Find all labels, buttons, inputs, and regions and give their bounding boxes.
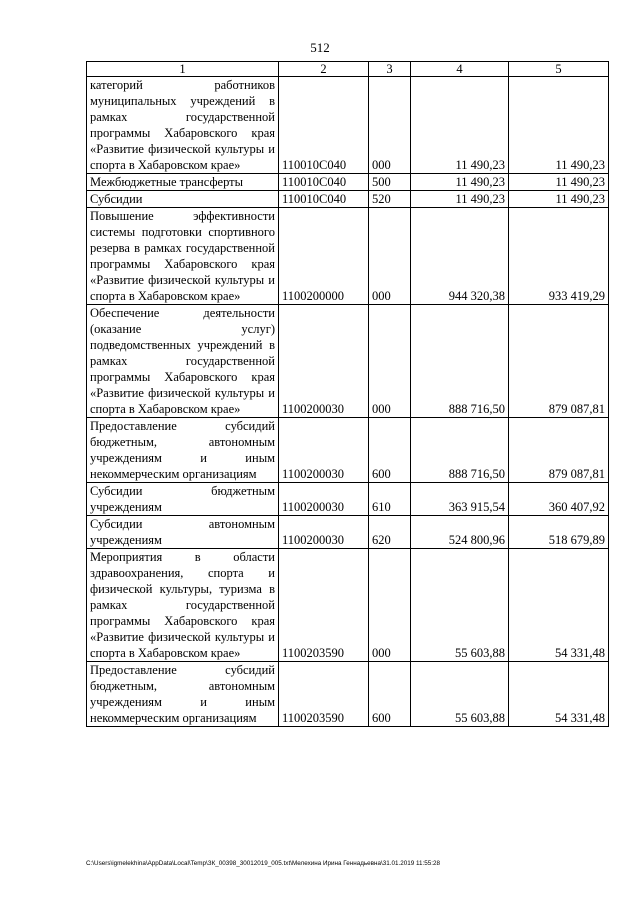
header-cell: 1 bbox=[87, 62, 279, 77]
row-code: 110010С040 bbox=[279, 174, 369, 191]
row-type: 000 bbox=[369, 77, 411, 174]
row-name: Субсидии бюджетным учреждениям bbox=[87, 483, 279, 516]
row-code: 1100200030 bbox=[279, 516, 369, 549]
row-code: 1100200030 bbox=[279, 483, 369, 516]
row-name: Предоставление субсидий бюджетным, автономным учреждениям и иным некоммерческим организациям bbox=[87, 662, 279, 727]
row-type: 000 bbox=[369, 305, 411, 418]
row-name: Межбюджетные трансферты bbox=[87, 174, 279, 191]
row-type: 600 bbox=[369, 418, 411, 483]
table-row bbox=[87, 191, 609, 208]
file-path-footer: C:\Users\igmelekhina\AppData\Local\Temp\ЗК_00398_30012019_005.txt\Мелехина Ирина Геннадьевна\31.01.2019 11:55:28 bbox=[86, 860, 441, 867]
table-row bbox=[87, 516, 609, 549]
row-name: Мероприятия в области здравоохранения, спорта и физической культуры, туризма в рамках государственной программы Хабаровского края «Развитие физической культуры и спорта в Хабаровском крае» bbox=[87, 549, 279, 662]
row-type: 620 bbox=[369, 516, 411, 549]
row-type: 000 bbox=[369, 208, 411, 305]
row-value-1: 11 490,23 bbox=[411, 77, 509, 174]
row-type: 600 bbox=[369, 662, 411, 727]
row-value-2: 11 490,23 bbox=[509, 77, 609, 174]
row-value-1: 55 603,88 bbox=[411, 662, 509, 727]
row-name: Повышение эффективности системы подготовки спортивного резерва в рамках государственной программы Хабаровского края «Развитие физической культуры и спорта в Хабаровском крае» bbox=[87, 208, 279, 305]
row-value-2: 518 679,89 bbox=[509, 516, 609, 549]
row-name: Обеспечение деятельности (оказание услуг) подведомственных учреждений в рамках государственной программы Хабаровского края «Развитие физической культуры и спорта в Хабаровском крае» bbox=[87, 305, 279, 418]
row-value-1: 888 716,50 bbox=[411, 418, 509, 483]
header-cell: 2 bbox=[279, 62, 369, 77]
table-row bbox=[87, 208, 609, 305]
row-value-1: 888 716,50 bbox=[411, 305, 509, 418]
budget-table bbox=[86, 61, 609, 727]
table-header-row bbox=[87, 62, 609, 77]
row-value-2: 933 419,29 bbox=[509, 208, 609, 305]
row-value-2: 11 490,23 bbox=[509, 174, 609, 191]
row-value-1: 11 490,23 bbox=[411, 191, 509, 208]
header-cell: 4 bbox=[411, 62, 509, 77]
row-type: 520 bbox=[369, 191, 411, 208]
row-name: категорий работников муниципальных учреждений в рамках государственной программы Хабаровского края «Развитие физической культуры и спорта в Хабаровском крае» bbox=[87, 77, 279, 174]
row-code: 1100200030 bbox=[279, 418, 369, 483]
table-row bbox=[87, 305, 609, 418]
header-cell: 3 bbox=[369, 62, 411, 77]
header-cell: 5 bbox=[509, 62, 609, 77]
row-value-2: 360 407,92 bbox=[509, 483, 609, 516]
row-value-2: 54 331,48 bbox=[509, 549, 609, 662]
row-type: 000 bbox=[369, 549, 411, 662]
row-name: Субсидии bbox=[87, 191, 279, 208]
row-code: 1100203590 bbox=[279, 549, 369, 662]
row-value-1: 944 320,38 bbox=[411, 208, 509, 305]
row-type: 610 bbox=[369, 483, 411, 516]
table-row bbox=[87, 483, 609, 516]
table-row bbox=[87, 662, 609, 727]
row-code: 1100203590 bbox=[279, 662, 369, 727]
row-value-1: 524 800,96 bbox=[411, 516, 509, 549]
row-value-2: 879 087,81 bbox=[509, 418, 609, 483]
row-value-1: 55 603,88 bbox=[411, 549, 509, 662]
table-row bbox=[87, 77, 609, 174]
row-value-1: 363 915,54 bbox=[411, 483, 509, 516]
row-code: 1100200030 bbox=[279, 305, 369, 418]
row-value-2: 54 331,48 bbox=[509, 662, 609, 727]
row-type: 500 bbox=[369, 174, 411, 191]
row-name: Субсидии автономным учреждениям bbox=[87, 516, 279, 549]
row-code: 1100200000 bbox=[279, 208, 369, 305]
table-row bbox=[87, 174, 609, 191]
row-code: 110010С040 bbox=[279, 77, 369, 174]
row-value-2: 11 490,23 bbox=[509, 191, 609, 208]
page-number: 512 bbox=[310, 40, 330, 55]
row-value-2: 879 087,81 bbox=[509, 305, 609, 418]
row-name: Предоставление субсидий бюджетным, автономным учреждениям и иным некоммерческим организациям bbox=[87, 418, 279, 483]
table-row bbox=[87, 549, 609, 662]
table-row bbox=[87, 418, 609, 483]
row-value-1: 11 490,23 bbox=[411, 174, 509, 191]
row-code: 110010С040 bbox=[279, 191, 369, 208]
